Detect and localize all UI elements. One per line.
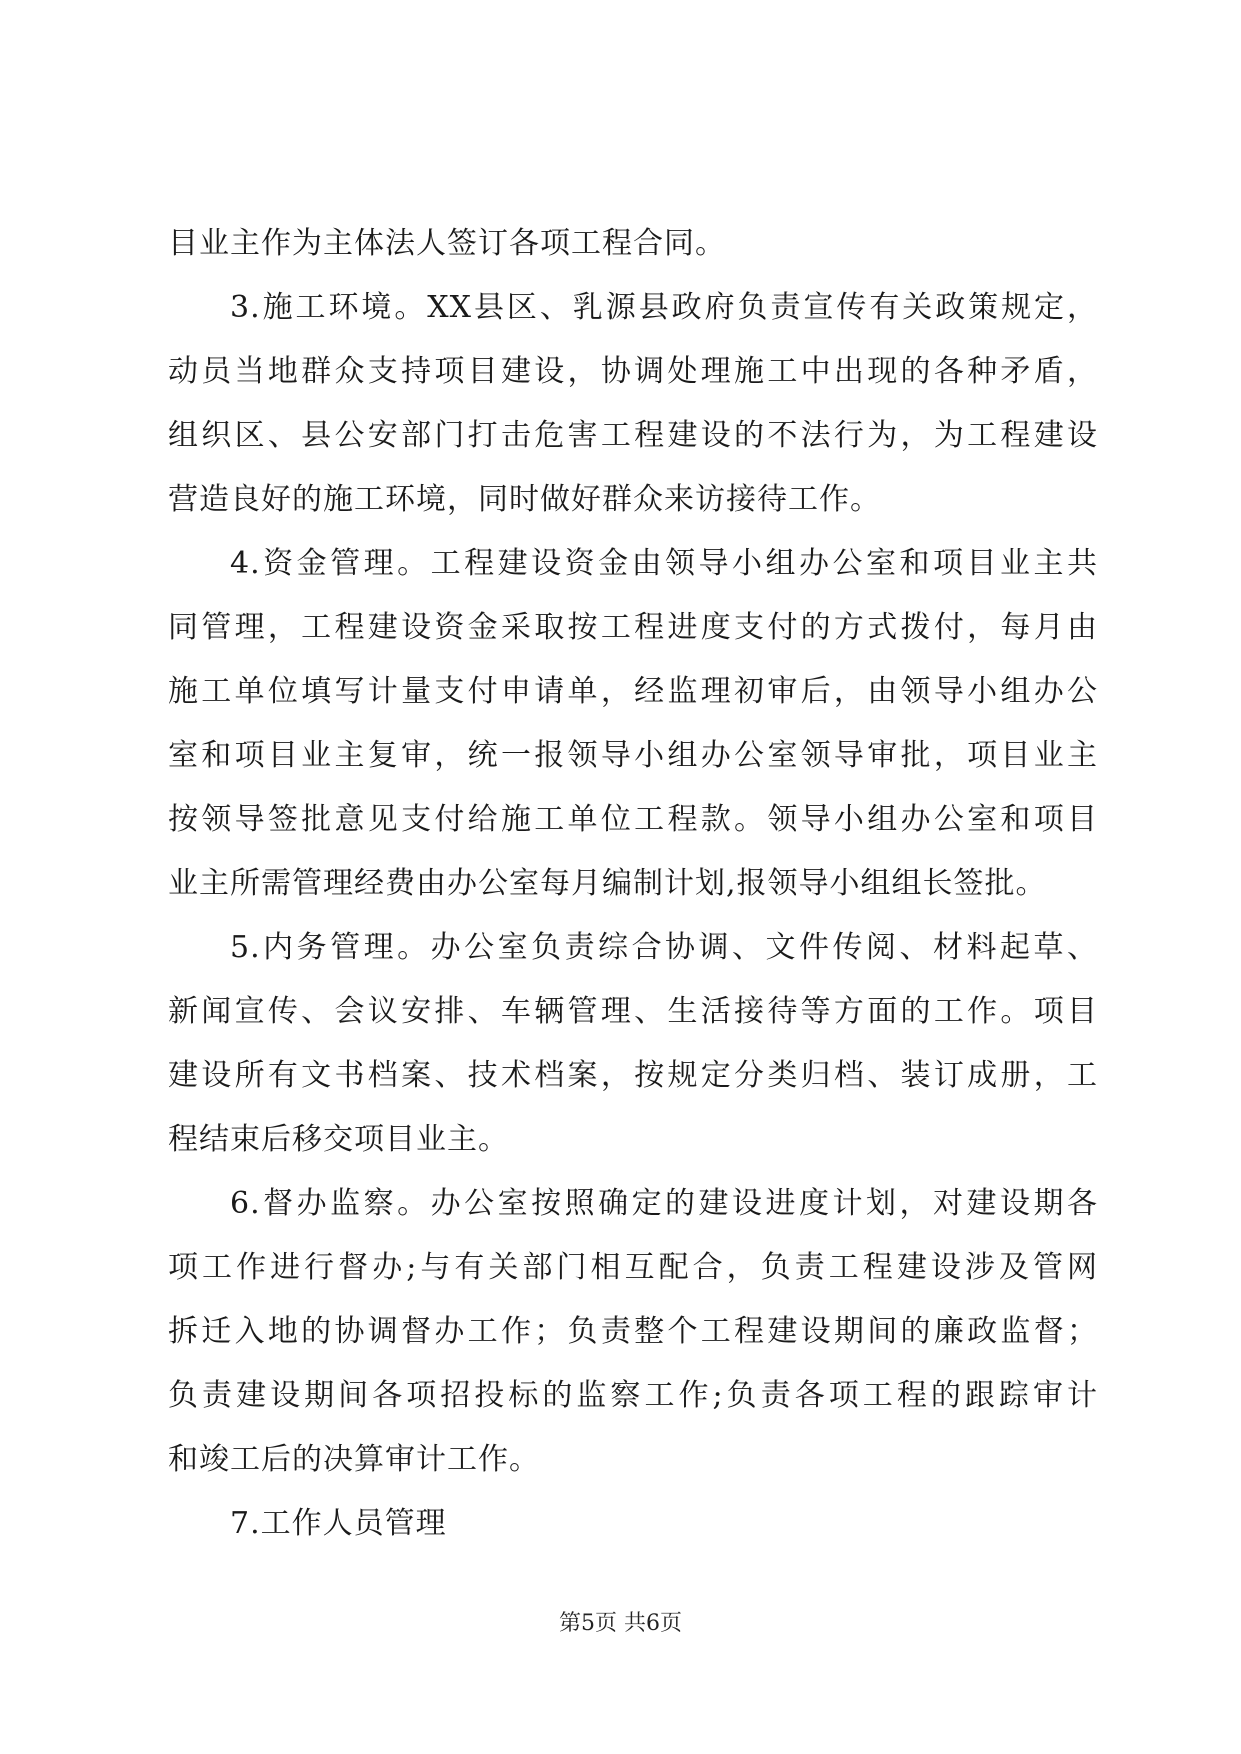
text-line: 负责建设期间各项招投标的监察工作;负责各项工程的跟踪审计 — [168, 1378, 1098, 1413]
text-line: 拆迁入地的协调督办工作；负责整个工程建设期间的廉政监督； — [168, 1314, 1098, 1349]
text-line: 按领导签批意见支付给施工单位工程款。领导小组办公室和项目 — [168, 802, 1098, 837]
text-line: 组织区、县公安部门打击危害工程建设的不法行为，为工程建设 — [168, 418, 1098, 453]
text-line: 施工单位填写计量支付申请单，经监理初审后，由领导小组办公 — [168, 674, 1098, 709]
text-line: 同管理，工程建设资金采取按工程进度支付的方式拨付，每月由 — [168, 610, 1098, 645]
text-line: 5.内务管理。办公室负责综合协调、文件传阅、材料起草、 — [230, 930, 1098, 965]
text-line: 目业主作为主体法人签订各项工程合同。 — [168, 226, 726, 261]
text-line: 4.资金管理。工程建设资金由领导小组办公室和项目业主共 — [230, 546, 1098, 581]
text-line: 室和项目业主复审，统一报领导小组办公室领导审批，项目业主 — [168, 738, 1098, 773]
text-line: 7.工作人员管理 — [230, 1506, 447, 1541]
text-line: 项工作进行督办;与有关部门相互配合，负责工程建设涉及管网 — [168, 1250, 1098, 1285]
text-line: 和竣工后的决算审计工作。 — [168, 1442, 540, 1477]
text-line: 业主所需管理经费由办公室每月编制计划,报领导小组组长签批。 — [168, 866, 1047, 901]
text-line: 建设所有文书档案、技术档案，按规定分类归档、装订成册，工 — [168, 1058, 1098, 1093]
text-line: 动员当地群众支持项目建设，协调处理施工中出现的各种矛盾， — [168, 354, 1098, 389]
text-line: 3.施工环境。XX县区、乳源县政府负责宣传有关政策规定， — [230, 290, 1098, 325]
text-line: 营造良好的施工环境，同时做好群众来访接待工作。 — [168, 482, 881, 517]
text-line: 6.督办监察。办公室按照确定的建设进度计划，对建设期各 — [230, 1186, 1098, 1221]
document-body — [168, 212, 1098, 1556]
text-line: 程结束后移交项目业主。 — [168, 1122, 509, 1157]
text-line: 新闻宣传、会议安排、车辆管理、生活接待等方面的工作。项目 — [168, 994, 1098, 1029]
page-footer: 第5页 共6页 — [559, 1611, 682, 1636]
